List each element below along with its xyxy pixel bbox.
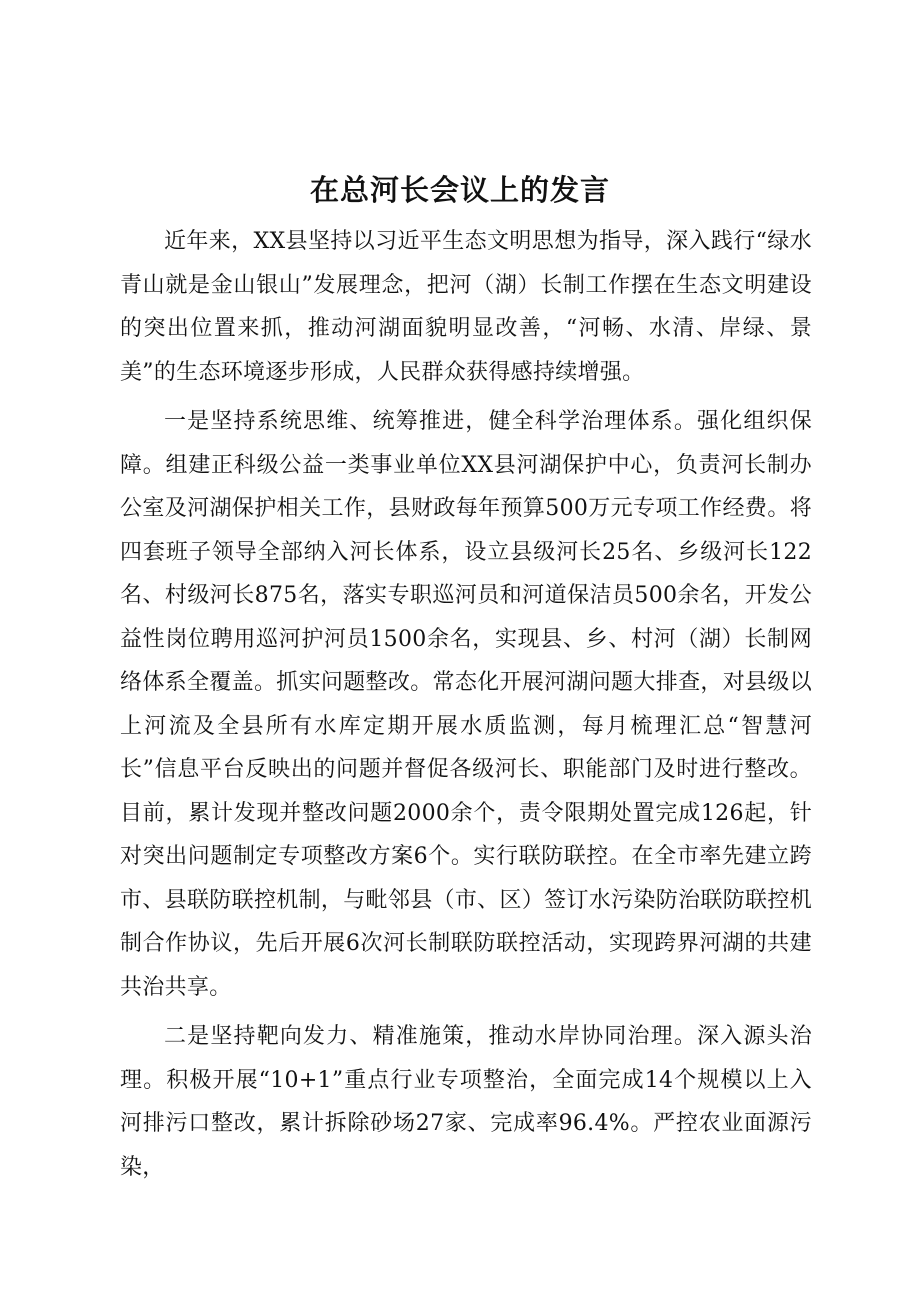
- paragraph-point-two: 二是坚持靶向发力、精准施策，推动水岸协同治理。深入源头治理。积极开展“10+1”重点行业专项整治，全面完成14个规模以上入河排污口整改，累计拆除砂场27家、完成率96.4%。严控农业面源污染，: [120, 1024, 812, 1180]
- paragraph-intro: 近年来，XX县坚持以习近平生态文明思想为指导，深入践行“绿水青山就是金山银山”发展理念，把河（湖）长制工作摆在生态文明建设的突出位置来抓，推动河湖面貌明显改善，“河畅、水清、岸绿、景美”的生态环境逐步形成，人民群众获得感持续增强。: [120, 229, 812, 385]
- paragraph-point-one: 一是坚持系统思维、统筹推进，健全科学治理体系。强化组织保障。组建正科级公益一类事业单位XX县河湖保护中心，负责河长制办公室及河湖保护相关工作，县财政每年预算500万元专项工作经费。将四套班子领导全部纳入河长体系，设立县级河长25名、乡级河长122名、村级河长875名，落实专职巡河员和河道保洁员500余名，开发公益性岗位聘用巡河护河员1500余名，实现县、乡、村河（湖）长制网络体系全覆盖。抓实问题整改。常态化开展河湖问题大排查，对县级以上河流及全县所有水库定期开展水质监测，每月梳理汇总“智慧河长”信息平台反映出的问题并督促各级河长、职能部门及时进行整改。目前，累计发现并整改问题2000余个，责令限期处置完成126起，针对突出问题制定专项整改方案6个。实行联防联控。在全市率先建立跨市、县联防联控机制，与毗邻县（市、区）签订水污染防治联防联控机制合作协议，先后开展6次河长制联防联控活动，实现跨界河湖的共建共治共享。: [120, 409, 812, 1000]
- document-title: 在总河长会议上的发言: [309, 173, 610, 207]
- document-body: [120, 220, 812, 1189]
